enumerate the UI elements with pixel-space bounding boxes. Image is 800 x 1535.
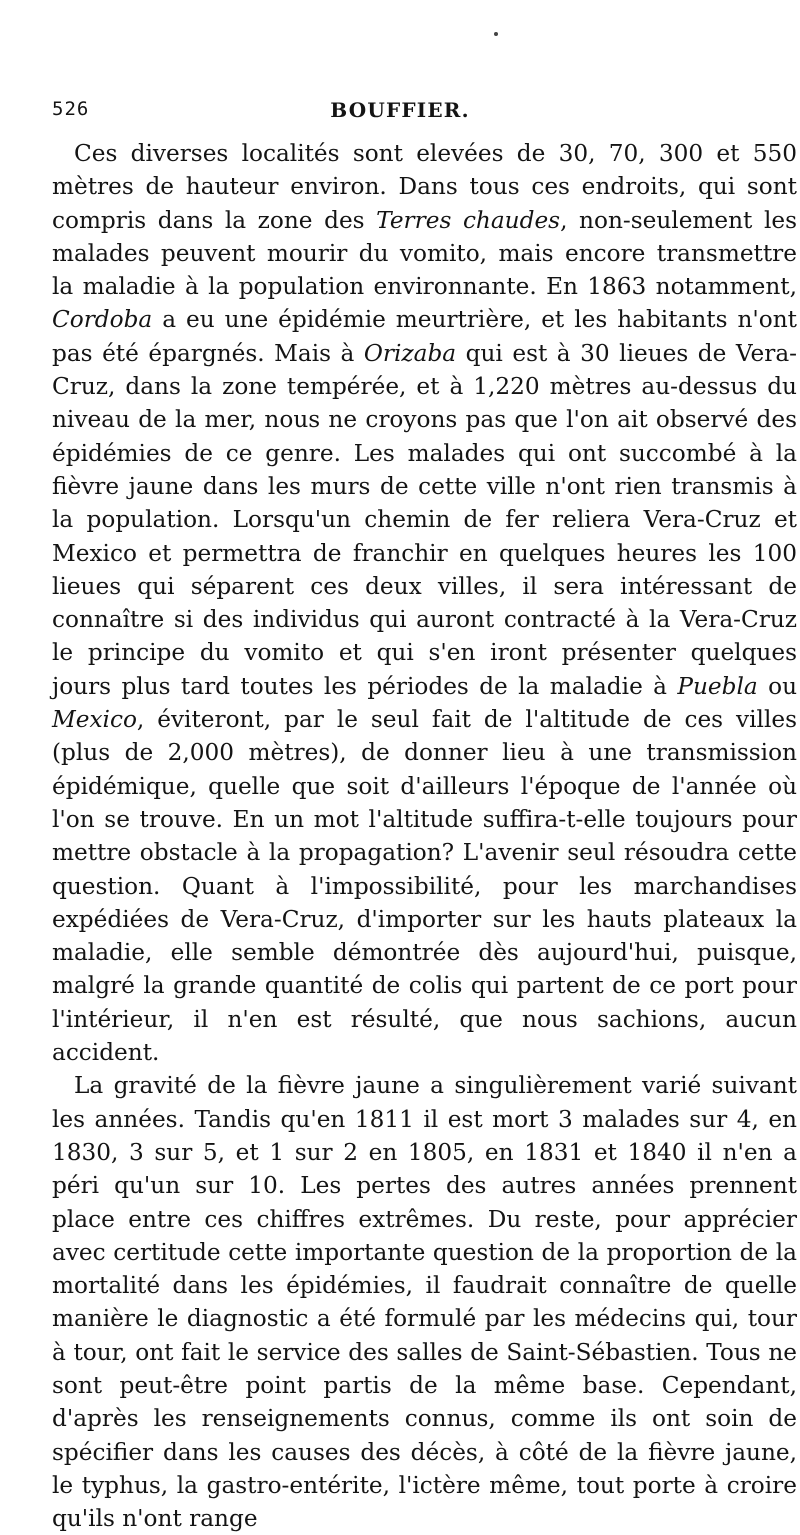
italic-term: Orizaba <box>363 339 457 367</box>
ink-speck <box>494 32 498 36</box>
page-header <box>0 98 800 128</box>
italic-term: Cordoba <box>52 306 153 334</box>
text-segment: qui est à 30 lieues de Vera-Cruz, dans la zone tempérée, et à 1,220 mètres au-dessus du niveau de la mer, nous ne croyons pas que l'on ait observé des épidémies de ce genre. Les malades qui ont succombé à la fièvre jaune dans les murs de cette ville n'ont rien transmis à la population. Lorsqu'un chemin de fer reliera Vera-Cruz et Mexico et permettra de franchir en quelques heures les 100 lieues qui séparent ces deux villes, il sera intéressant de connaître si des individus qui auront contracté à la Vera-Cruz le principe du vomito et qui s'en iront présenter quelques jours plus tard toutes les périodes de la maladie à <box>52 339 797 700</box>
text-segment: Ces diverses localités sont elevées de 30, 70, 300 et 550 mètres de hauteur environ. Dans tous ces endroits, qui sont compris dans la zone des <box>52 140 797 234</box>
body-text <box>52 137 797 1535</box>
text-segment: La gravité de la fièvre jaune a singulièrement varié suivant les années. Tandis qu'en 1811 il est mort 3 malades sur 4, en 1830, 3 sur 5, et 1 sur 2 en 1805, en 1831 et 1840 il n'en a péri qu'un sur 10. Les pertes des autres années prennent place entre ces chiffres extrêmes. Du reste, pour apprécier avec certitude cette importante question de la proportion de la mortalité dans les épidémies, il faudrait connaître de quelle manière le diagnostic a été formulé par les médecins qui, tour à tour, ont fait le service des salles de Saint-Sébastien. Tous ne sont peut-être point partis de la même base. Cependant, d'après les renseignements connus, comme ils ont soin de spécifier dans les causes des décès, à côté de la fièvre jaune, le typhus, la gastro-entérite, l'ictère même, tout porte à croire qu'ils n'ont range <box>52 1072 797 1533</box>
italic-term: Terres chaudes <box>376 206 561 234</box>
italic-term: Mexico <box>52 706 137 734</box>
paragraph-2 <box>52 1069 797 1535</box>
page-number: 526 <box>52 98 90 120</box>
text-segment: a eu une épidémie meurtrière, et les habitants n'ont pas été épargnés. Mais à <box>52 306 797 367</box>
text-segment: ou <box>757 672 798 700</box>
text-segment: , non-seulement les malades peuvent mourir du vomito, mais encore transmettre la maladie à la population environnante. En 1863 notamment, <box>52 206 797 301</box>
running-head: BOUFFIER. <box>330 98 470 122</box>
italic-term: Puebla <box>677 672 758 700</box>
paragraph-1 <box>52 137 797 1069</box>
text-segment: , éviteront, par le seul fait de l'altitude de ces villes (plus de 2,000 mètres), de donner lieu à une transmission épidémique, quelle que soit d'ailleurs l'époque de l'année où l'on se trouve. En un mot l'altitude suffira-t-elle toujours pour mettre obstacle à la propagation? L'avenir seul résoudra cette question. Quant à l'impossibilité, pour les marchandises expédiées de Vera-Cruz, d'importer sur les hauts plateaux la maladie, elle semble démontrée dès aujourd'hui, puisque, malgré la grande quantité de colis qui partent de ce port pour l'intérieur, il n'en est résulté, que nous sachions, aucun accident. <box>52 706 797 1067</box>
